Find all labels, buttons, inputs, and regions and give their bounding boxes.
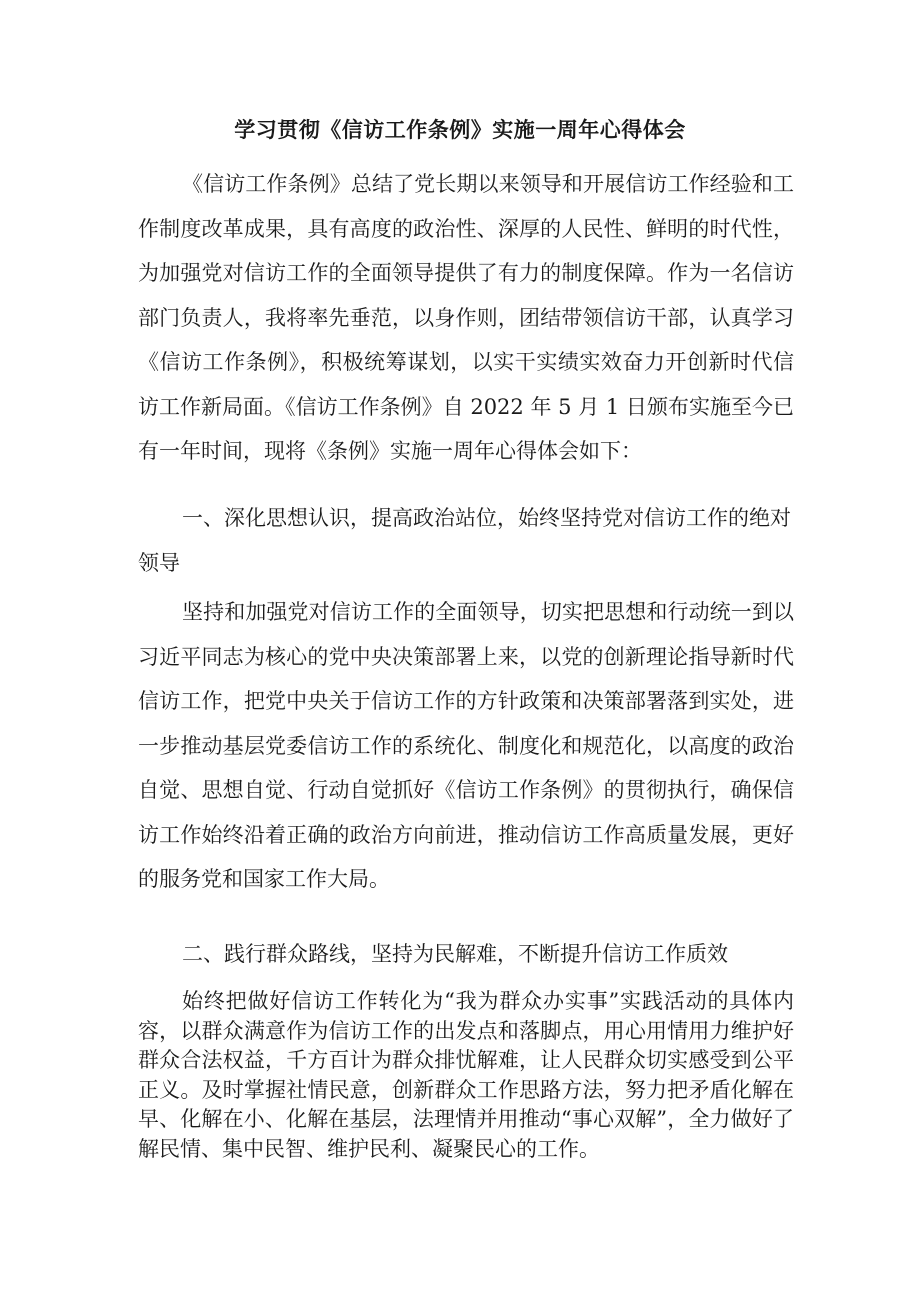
section-2-paragraph: 始终把做好信访工作转化为“我为群众办实事”实践活动的具体内容，以群众满意作为信访工作的出发点和落脚点，用心用情用力维护好群众合法权益，千方百计为群众排忧解难，让人民群众切实感受到公平正义。及时掌握社情民意，创新群众工作思路方法，努力把矛盾化解在早、化解在小、化解在基层，法理情并用推动“事心双解”，全力做好了解民情、集中民智、维护民利、凝聚民心的工作。	[138, 989, 794, 1161]
section-1-heading: 一、深化思想认识，提高政治站位，始终坚持党对信访工作的绝对领导	[138, 506, 791, 575]
section-1-paragraph: 坚持和加强党对信访工作的全面领导，切实把思想和行动统一到以习近平同志为核心的党中央决策部署上来，以党的创新理论指导新时代信访工作，把党中央关于信访工作的方针政策和决策部署落到实处，进一步推动基层党委信访工作的系统化、制度化和规范化，以高度的政治自觉、思想自觉、行动自觉抓好《信访工作条例》的贯彻执行，确保信访工作始终沿着正确的政治方向前进，推动信访工作高质量发展，更好的服务党和国家工作大局。	[138, 600, 794, 891]
document-title: 学习贯彻《信访工作条例》实施一周年心得体会	[234, 117, 686, 142]
intro-paragraph: 《信访工作条例》总结了党长期以来领导和开展信访工作经验和工作制度改革成果，具有高度的政治性、深厚的人民性、鲜明的时代性，为加强党对信访工作的全面领导提供了有力的制度保障。作为一名信访部门负责人，我将率先垂范，以身作则，团结带领信访干部，认真学习《信访工作条例》，积极统筹谋划，以实干实绩实效奋力开创新时代信访工作新局面。《信访工作条例》自 2022 年 5 月 1 日颁布实施至今已有一年时间，现将《条例》实施一周年心得体会如下：	[138, 172, 794, 463]
section-2-heading: 二、践行群众路线，坚持为民解难，不断提升信访工作质效	[182, 942, 728, 966]
